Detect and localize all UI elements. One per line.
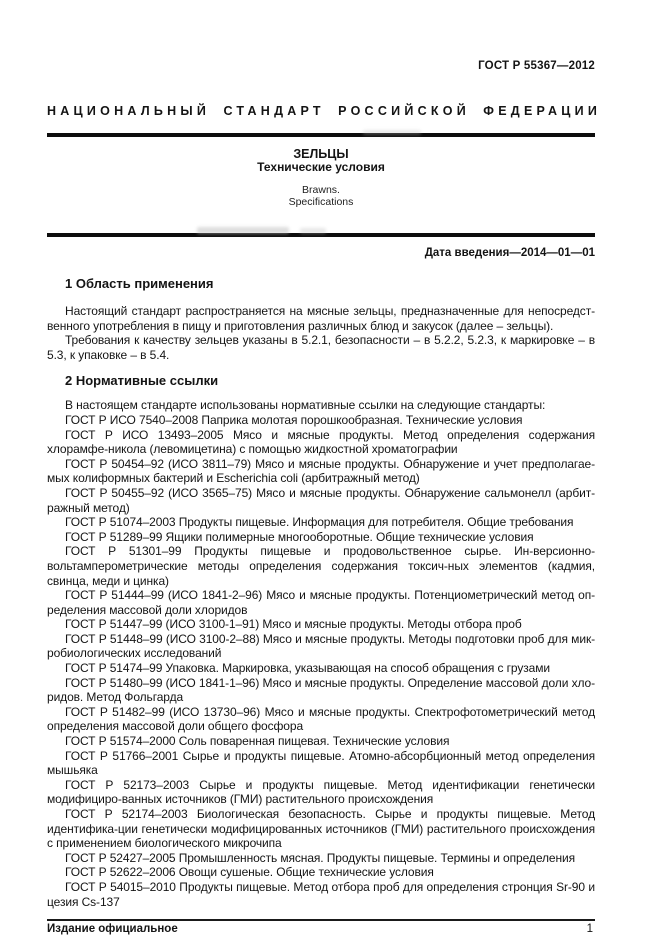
reference-item: ГОСТ Р 51074–2003 Продукты пищевые. Информация для потребителя. Общие требования — [65, 515, 574, 530]
section-heading-scope: 1 Область применения — [65, 276, 214, 291]
footer-rule — [47, 919, 595, 921]
reference-item: ГОСТ Р 52173–2003 Сырье и продукты пищевые. Метод идентификации генетически модифициро-ванных источников (ГМИ) растительного происхождения — [47, 777, 595, 807]
reference-item: ГОСТ Р 52622–2006 Овощи сушеные. Общие технические условия — [65, 865, 434, 880]
reference-item: ГОСТ Р 51447–99 (ИСО 3100-1–91) Мясо и мясные продукты. Методы отбора проб — [65, 617, 522, 632]
reference-item: ГОСТ Р 51474–99 Упаковка. Маркировка, указывающая на способ обращения с грузами — [65, 661, 550, 676]
document-subtitle-en: Specifications — [288, 195, 354, 208]
reference-item: ГОСТ Р 51301–99 Продукты пищевые и продовольственное сырье. Ин-версионно-вольтамперометрические методы определения содержания токсич-ных элементов (кадмия, свинца, меди и цинка) — [47, 544, 595, 588]
document-subtitle: Технические условия — [257, 160, 385, 174]
reference-item: ГОСТ Р 51766–2001 Сырье и продукты пищевые. Атомно-абсорбционный метод определения мышьяка — [47, 748, 595, 778]
edition-label: Издание официальное — [47, 923, 178, 935]
reference-item: ГОСТ Р 50455–92 (ИСО 3565–75) Мясо и мясные продукты. Обнаружение сальмонелл (арбит-ражный метод) — [47, 485, 595, 515]
reference-item: ГОСТ Р 50454–92 (ИСО 3811–79) Мясо и мясные продукты. Обнаружение и учет предполагае-мых колиформных бактерий и Escherichia coli (арбитражный метод) — [47, 456, 595, 486]
document-title-en: Brawns. — [302, 184, 340, 196]
header-rule-top — [47, 133, 595, 137]
reference-item: ГОСТ Р 52427–2005 Промышленность мясная. Продукты пищевые. Термины и определения — [65, 850, 575, 865]
scope-paragraph: Настоящий стандарт распространяется на мясные зельцы, предназначенные для непосредст-венного употребления в пищу и приготовления различных блюд и закусок (далее – зельцы). — [47, 304, 595, 333]
reference-item: ГОСТ Р ИСО 13493–2005 Мясо и мясные продукты. Метод определения содержания хлорамфе-никола (левомицетина) с помощью жидкостной хроматографии — [47, 427, 595, 457]
reference-item: ГОСТ Р 51448–99 (ИСО 3100-2–88) Мясо и мясные продукты. Методы подготовки проб для мик-робиологических исследований — [47, 631, 595, 661]
header-rule-bottom — [47, 233, 595, 237]
reference-item: ГОСТ Р ИСО 7540–2008 Паприка молотая порошкообразная. Технические условия — [65, 412, 523, 427]
page-footer — [47, 923, 595, 935]
reference-item: ГОСТ Р 51480–99 (ИСО 1841-1–96) Мясо и мясные продукты. Определение массовой доли хло-ридов. Метод Фольгарда — [47, 675, 595, 705]
reference-item: ГОСТ Р 54015–2010 Продукты пищевые. Метод отбора проб для определения стронция Sr-90 и цезия Cs-137 — [47, 879, 595, 909]
effective-date: Дата введения—2014—01—01 — [424, 247, 595, 259]
section-heading-references: 2 Нормативные ссылки — [65, 373, 219, 389]
national-standard-heading: НАЦИОНАЛЬНЫЙ СТАНДАРТ РОССИЙСКОЙ ФЕДЕРАЦИИ — [47, 104, 602, 118]
doc-number: ГОСТ Р 55367—2012 — [478, 60, 595, 72]
reference-item: ГОСТ Р 51289–99 Ящики полимерные многооборотные. Общие технические условия — [65, 529, 534, 544]
reference-item: ГОСТ Р 52174–2003 Биологическая безопасность. Сырье и продукты пищевые. Метод идентифика-ции генетически модифицированных источников (ГМИ) растительного происхождения с применением биологического микрочипа — [47, 807, 595, 851]
document-title: ЗЕЛЬЦЫ — [293, 147, 349, 161]
references-list — [47, 398, 595, 909]
reference-item: ГОСТ Р 51444–99 (ИСО 1841-2–96) Мясо и мясные продукты. Потенциометрический метод оп-ределения массовой доли хлоридов — [47, 588, 595, 617]
page-number: 1 — [586, 923, 593, 935]
references-intro: В настоящем стандарте использованы нормативные ссылки на следующие стандарты: — [65, 398, 546, 413]
reference-item: ГОСТ Р 51574–2000 Соль поваренная пищевая. Технические условия — [65, 734, 450, 749]
reference-item: ГОСТ Р 51482–99 (ИСО 13730–96) Мясо и мясные продукты. Спектрофотометрический метод определения массовой доли общего фосфора — [47, 704, 595, 734]
scope-paragraph: Требования к качеству зельцев указаны в 5.2.1, безопасности – в 5.2.2, 5.2.3, к маркировке – в 5.3, к упаковке – в 5.4. — [47, 333, 595, 362]
